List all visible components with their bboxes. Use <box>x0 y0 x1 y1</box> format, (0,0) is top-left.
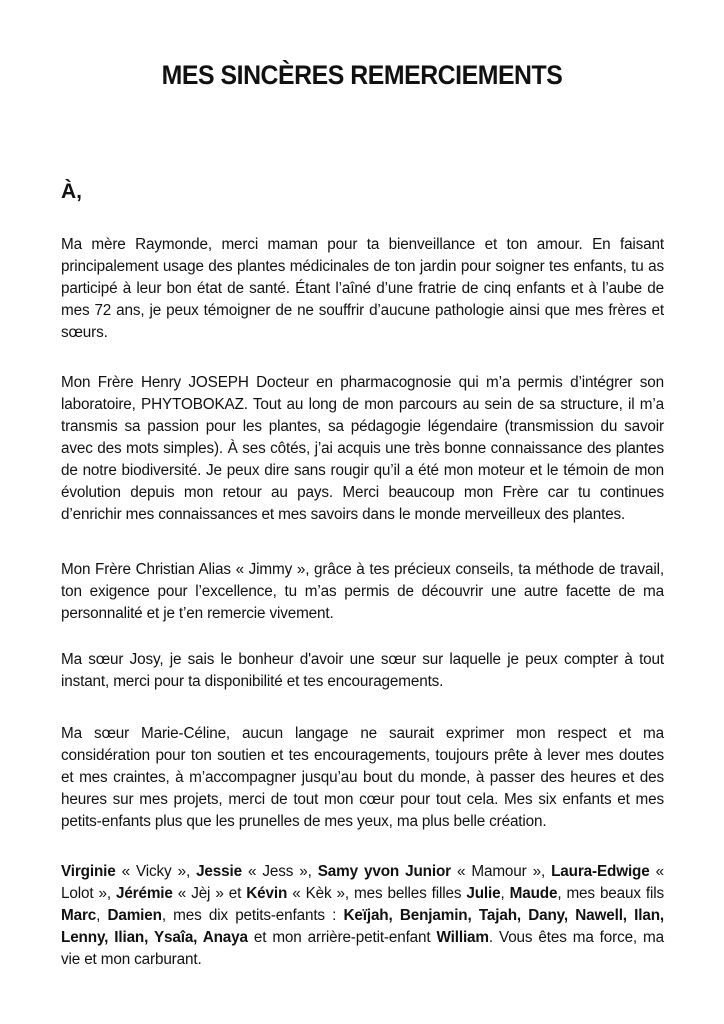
paragraph-sister-josy: Ma sœur Josy, je sais le bonheur d'avoir une sœur sur laquelle je peux compter à tout instant, merci pour ta disponibilité et tes encouragements. <box>61 651 664 691</box>
family-text: . Vous êtes ma force, ma vie et mon carburant. <box>61 929 664 969</box>
family-text: , <box>500 885 510 903</box>
family-name: William <box>436 929 489 947</box>
family-name: Kévin <box>246 885 288 903</box>
paragraph-brother-christian: Mon Frère Christian Alias « Jimmy », grâce à tes précieux conseils, ta méthode de travail, ton exigence pour l’excellence, tu m’as permis de découvrir une autre facette de ma personnalité et je t’en remercie vivement. <box>61 561 664 623</box>
family-name: Marc <box>61 907 97 925</box>
family-name: Jérémie <box>115 885 173 903</box>
paragraph-mother: Ma mère Raymonde, merci maman pour ta bienveillance et ton amour. En faisant principalement usage des plantes médicinales de ton jardin pour soigner tes enfants, tu as participé à leur bon état de santé. Étant l’aîné d’une fratrie de cinq enfants et à l’aube de mes 72 ans, je peux témoigner de ne souffrir d’aucune pathologie ainsi que mes frères et sœurs. <box>61 236 664 342</box>
paragraph-sister-marie-celine: Ma sœur Marie-Céline, aucun langage ne saurait exprimer mon respect et ma considération pour ton soutien et tes encouragements, toujours prête à lever mes doutes et mes craintes, à m’accompagner jusqu’au bout du monde, à passer des heures et des heures sur mes projets, merci de tout mon cœur pour tout cela. Mes six enfants et mes petits-enfants plus que les prunelles de mes yeux, ma plus belle création. <box>61 725 664 831</box>
family-name: Julie <box>466 885 501 903</box>
family-text: , mes beaux fils <box>557 885 665 903</box>
family-text: « Jèj » et <box>172 885 247 903</box>
family-text: , mes dix petits-enfants : <box>161 907 344 925</box>
family-text: « Mamour », <box>450 863 552 881</box>
salutation: À, <box>61 180 82 203</box>
family-text: « Vicky », <box>115 863 197 881</box>
family-name: Virginie <box>61 863 116 881</box>
family-name: Maude <box>509 885 558 903</box>
family-name: Jessie <box>196 863 242 881</box>
family-text: et mon arrière-petit-enfant <box>247 929 437 947</box>
paragraph-brother-henry: Mon Frère Henry JOSEPH Docteur en pharmacognosie qui m’a permis d’intégrer son laboratoire, PHYTOBOKAZ. Tout au long de mon parcours au sein de sa structure, il m’a transmis sa passion pour les plantes, sa pédagogie légendaire (transmission du savoir avec des mots simples). À ses côtés, j’ai acquis une très bonne connaissance des plantes de notre biodiversité. Je peux dire sans rougir qu’il a été mon moteur et le témoin de mon évolution depuis mon retour au pays. Merci beaucoup mon Frère car tu continues d’enrichir mes connaissances et mes savoirs dans le monde merveilleux des plantes. <box>61 374 664 524</box>
family-name: Keïjah, Benjamin, Tajah, Dany, Nawell, Ilan, Lenny, Ilian, Ysaîa, Anaya <box>61 907 664 947</box>
family-name: Samy yvon Junior <box>317 863 451 881</box>
page-title: MES SINCÈRES REMERCIEMENTS <box>161 60 563 90</box>
family-text: , <box>96 907 108 925</box>
paragraph-family-names <box>61 861 664 971</box>
family-name: Laura-Edwige <box>551 863 650 881</box>
family-name: Damien <box>107 907 162 925</box>
family-text: « Jess », <box>241 863 318 881</box>
family-text: « Kèk », mes belles filles <box>287 885 467 903</box>
family-text: « Lolot », <box>61 863 664 903</box>
